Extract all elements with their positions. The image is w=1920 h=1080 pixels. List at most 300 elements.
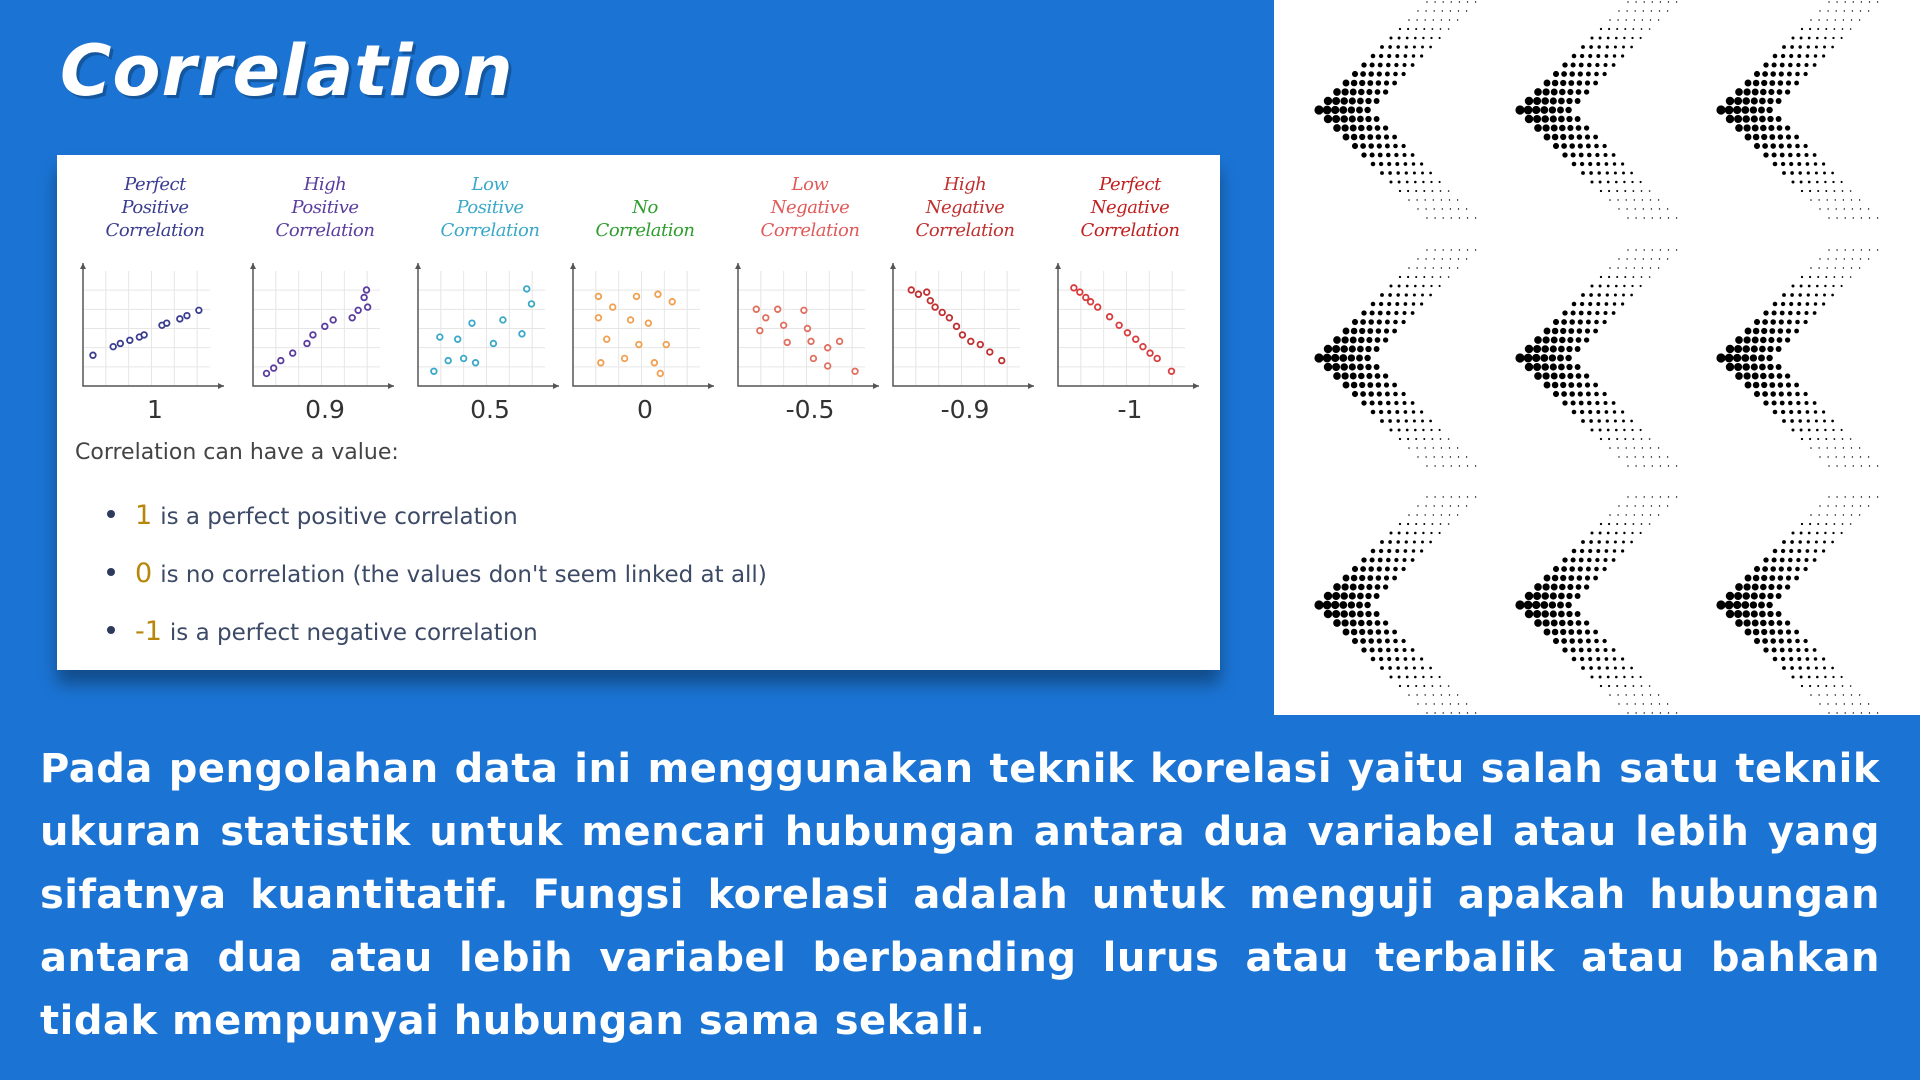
halftone-dot xyxy=(1630,541,1633,544)
halftone-dot xyxy=(1800,676,1803,679)
halftone-dot xyxy=(1423,685,1425,687)
halftone-dot xyxy=(1370,647,1375,652)
halftone-dot xyxy=(1616,523,1618,525)
halftone-dot xyxy=(1402,311,1406,315)
halftone-dot xyxy=(1420,410,1423,413)
halftone-dot xyxy=(1379,549,1383,553)
halftone-dot xyxy=(1365,593,1371,599)
halftone-dot xyxy=(1348,601,1355,608)
halftone-dot xyxy=(1420,54,1423,57)
bullet-number: 1 xyxy=(135,500,153,531)
halftone-dot xyxy=(1402,153,1406,157)
halftone-dot xyxy=(1417,10,1418,11)
halftone-dot xyxy=(1844,10,1845,11)
halftone-dot xyxy=(1716,353,1725,362)
halftone-dot xyxy=(1562,152,1567,157)
halftone-dot xyxy=(1635,712,1636,713)
halftone-dot xyxy=(1615,285,1618,288)
halftone-dot xyxy=(1534,372,1542,380)
halftone-dot xyxy=(1745,382,1752,389)
halftone-dot xyxy=(1630,294,1633,297)
halftone-dot xyxy=(1804,311,1808,315)
halftone-dot xyxy=(1859,514,1860,515)
halftone-dot xyxy=(1356,602,1363,609)
halftone-dot xyxy=(1457,514,1458,515)
scatter-point xyxy=(1140,344,1146,350)
halftone-dot xyxy=(1652,465,1653,466)
halftone-dot xyxy=(1450,208,1451,209)
halftone-dot xyxy=(1406,532,1409,535)
halftone-dot xyxy=(1842,523,1844,525)
halftone-dot xyxy=(1642,447,1643,448)
halftone-dot xyxy=(1416,694,1417,695)
halftone-dot xyxy=(1804,63,1808,67)
halftone-dot xyxy=(1421,294,1424,297)
halftone-dot xyxy=(1815,293,1818,296)
halftone-dot xyxy=(1643,456,1644,457)
halftone-dot xyxy=(1370,557,1375,562)
halftone-dot xyxy=(1584,337,1589,342)
halftone-dot xyxy=(1641,190,1643,192)
halftone-dot xyxy=(1836,1,1837,2)
halftone-dot xyxy=(1368,143,1374,149)
halftone-dot xyxy=(1785,125,1790,130)
halftone-dot xyxy=(1562,647,1567,652)
scatter-point xyxy=(184,313,190,319)
halftone-dot xyxy=(1466,505,1467,506)
halftone-dot xyxy=(1836,505,1837,506)
halftone-dot xyxy=(1524,354,1533,363)
halftone-dot xyxy=(1832,285,1834,287)
halftone-dot xyxy=(1622,667,1625,670)
halftone-dot xyxy=(1605,302,1609,306)
halftone-dot xyxy=(1393,72,1398,77)
halftone-dot xyxy=(1844,703,1845,704)
halftone-dot xyxy=(1632,438,1634,440)
halftone-dot xyxy=(1816,676,1819,679)
halftone-dot xyxy=(1332,97,1340,105)
halftone-dot xyxy=(1441,514,1442,515)
halftone-dot xyxy=(1561,319,1567,325)
halftone-dot xyxy=(1576,89,1582,95)
halftone-dot xyxy=(1813,63,1817,67)
scatter-point xyxy=(1088,299,1094,305)
halftone-dot xyxy=(1457,694,1458,695)
halftone-dot xyxy=(1827,258,1828,259)
halftone-dot xyxy=(1577,629,1583,635)
halftone-dot xyxy=(1457,19,1458,20)
halftone-dot xyxy=(1443,217,1444,218)
halftone-dot xyxy=(1339,601,1347,609)
scatter-point xyxy=(622,356,628,362)
halftone-dot xyxy=(1742,610,1750,618)
halftone-dot xyxy=(1450,258,1451,259)
halftone-dot xyxy=(1405,666,1408,669)
halftone-dot xyxy=(1828,712,1829,713)
halftone-dot xyxy=(1734,610,1742,618)
halftone-dot xyxy=(1408,19,1410,21)
halftone-dot xyxy=(1809,438,1811,440)
halftone-dot xyxy=(1824,37,1826,39)
scatter-point xyxy=(916,291,922,297)
halftone-dot xyxy=(1869,1,1870,2)
halftone-dot xyxy=(1585,575,1590,580)
bullet-dot-icon xyxy=(107,568,115,576)
halftone-dot xyxy=(1408,267,1410,269)
halftone-dot xyxy=(1379,410,1383,414)
halftone-dot xyxy=(1853,249,1854,250)
halftone-dot xyxy=(1406,285,1409,288)
halftone-dot xyxy=(1358,620,1365,627)
halftone-dot xyxy=(1533,363,1541,371)
scatter-point xyxy=(987,349,993,355)
halftone-dot xyxy=(1364,355,1370,361)
halftone-dot xyxy=(1433,199,1434,200)
halftone-dot xyxy=(1396,45,1399,48)
halftone-dot xyxy=(1578,391,1583,396)
halftone-dot xyxy=(1644,1,1645,2)
halftone-dot xyxy=(1813,558,1817,562)
halftone-dot xyxy=(1816,37,1819,40)
halftone-dot xyxy=(1399,190,1401,192)
halftone-dot xyxy=(1614,293,1617,296)
halftone-dot xyxy=(1458,703,1459,704)
correlation-value: -1 xyxy=(1117,395,1143,424)
halftone-dot xyxy=(1626,10,1627,11)
halftone-dot xyxy=(1626,505,1627,506)
halftone-dot xyxy=(1405,45,1408,48)
halftone-dot xyxy=(1404,54,1408,58)
halftone-dot xyxy=(1827,703,1828,704)
halftone-dot xyxy=(1408,694,1410,696)
halftone-dot xyxy=(1635,496,1636,497)
halftone-dot xyxy=(1451,249,1452,250)
scatter-point xyxy=(604,336,610,342)
halftone-dot xyxy=(1374,98,1380,104)
halftone-dot xyxy=(1550,345,1557,352)
halftone-dot xyxy=(1412,162,1415,165)
halftone-dot xyxy=(1624,523,1626,525)
halftone-dot xyxy=(1550,97,1557,104)
halftone-dot xyxy=(1652,217,1653,218)
halftone-dot xyxy=(1676,1,1677,2)
halftone-dot xyxy=(1449,19,1450,20)
halftone-dot xyxy=(1581,293,1585,297)
halftone-dot xyxy=(1614,540,1617,543)
halftone-dot xyxy=(1385,392,1390,397)
scatter-point xyxy=(1077,289,1083,295)
halftone-dot xyxy=(1841,285,1843,287)
scatter-point xyxy=(1107,314,1113,320)
halftone-dot xyxy=(1542,88,1549,95)
halftone-dot xyxy=(1550,363,1557,370)
halftone-dot xyxy=(1852,258,1853,259)
halftone-dot xyxy=(1600,190,1602,192)
halftone-dot xyxy=(1430,181,1432,183)
scatter-point xyxy=(960,332,966,338)
halftone-dot xyxy=(1379,302,1383,306)
halftone-dot xyxy=(1814,549,1817,552)
scatter-point xyxy=(141,332,147,338)
halftone-dot xyxy=(1425,703,1426,704)
scatter-point xyxy=(431,369,437,375)
halftone-dot xyxy=(1806,54,1810,58)
halftone-dot xyxy=(1579,311,1584,316)
halftone-dot xyxy=(1411,153,1415,157)
scatter-point xyxy=(655,291,661,297)
halftone-dot xyxy=(1818,514,1819,515)
halftone-dot xyxy=(1778,575,1784,581)
halftone-dot xyxy=(1824,429,1826,431)
panel-label-line: Positive xyxy=(121,197,189,218)
halftone-dot xyxy=(1559,373,1566,380)
halftone-dot xyxy=(1540,354,1548,362)
halftone-dot xyxy=(1825,190,1827,192)
halftone-dot xyxy=(1417,258,1418,259)
halftone-dot xyxy=(1577,382,1583,388)
halftone-dot xyxy=(1752,620,1759,627)
halftone-dot xyxy=(1779,391,1784,396)
halftone-dot xyxy=(1831,667,1834,670)
halftone-dot xyxy=(1777,89,1783,95)
halftone-dot xyxy=(1361,152,1366,157)
halftone-dot xyxy=(1475,712,1476,713)
halftone-dot xyxy=(1350,620,1357,627)
halftone-dot xyxy=(1562,557,1567,562)
bullet-item xyxy=(107,500,767,558)
halftone-dot xyxy=(1767,346,1773,352)
halftone-dot xyxy=(1807,419,1810,422)
halftone-dot xyxy=(1603,311,1607,315)
halftone-dot xyxy=(1796,648,1800,652)
halftone-dot xyxy=(1652,1,1653,2)
halftone-dot xyxy=(1787,144,1792,149)
halftone-dot xyxy=(1425,267,1426,268)
halftone-dot xyxy=(1572,657,1577,662)
halftone-dot xyxy=(1635,465,1636,466)
halftone-dot xyxy=(1616,276,1618,278)
halftone-dot xyxy=(1398,429,1401,432)
halftone-dot xyxy=(1761,80,1767,86)
halftone-dot xyxy=(1751,345,1758,352)
halftone-dot xyxy=(1801,523,1803,525)
halftone-dot xyxy=(1752,337,1759,344)
halftone-dot xyxy=(1850,523,1852,525)
halftone-dot xyxy=(1869,217,1870,218)
halftone-dot xyxy=(1836,10,1837,11)
halftone-dot xyxy=(1631,37,1633,39)
halftone-dot xyxy=(1843,199,1844,200)
halftone-dot xyxy=(1357,593,1364,600)
halftone-dot xyxy=(1349,592,1356,599)
halftone-dot xyxy=(1641,28,1643,30)
halftone-dot xyxy=(1393,567,1398,572)
halftone-dot xyxy=(1743,88,1750,95)
halftone-dot xyxy=(1586,144,1591,149)
halftone-dot xyxy=(1569,71,1575,77)
halftone-dot xyxy=(1833,523,1835,525)
halftone-dot xyxy=(1525,115,1533,123)
halftone-dot xyxy=(1416,267,1417,268)
halftone-dot xyxy=(1413,171,1416,174)
halftone-dot xyxy=(1395,162,1399,166)
halftone-dot xyxy=(1754,638,1760,644)
halftone-dot xyxy=(1845,249,1846,250)
halftone-dot xyxy=(1385,72,1390,77)
halftone-dot xyxy=(1780,648,1785,653)
halftone-dot xyxy=(1785,337,1790,342)
halftone-dot xyxy=(1640,181,1642,183)
halftone-dot xyxy=(1578,319,1583,324)
halftone-dot xyxy=(1374,593,1380,599)
halftone-dot xyxy=(1725,601,1734,610)
bullet-dot-icon xyxy=(107,626,115,634)
halftone-dot xyxy=(1798,293,1801,296)
halftone-dot xyxy=(1801,190,1803,192)
halftone-dot xyxy=(1550,610,1557,617)
halftone-dot xyxy=(1599,676,1602,679)
halftone-dot xyxy=(1393,320,1398,325)
halftone-dot xyxy=(1595,401,1599,405)
halftone-dot xyxy=(1608,28,1610,30)
halftone-dot xyxy=(1457,267,1458,268)
halftone-dot xyxy=(1597,171,1600,174)
halftone-dot xyxy=(1606,45,1609,48)
halftone-dot xyxy=(1603,648,1607,652)
halftone-dot xyxy=(1842,190,1844,192)
halftone-dot xyxy=(1377,71,1382,76)
halftone-dot xyxy=(1605,54,1609,58)
halftone-dot xyxy=(1743,619,1750,626)
halftone-dot xyxy=(1568,575,1574,581)
halftone-dot xyxy=(1371,410,1376,415)
halftone-dot xyxy=(1594,639,1599,644)
halftone-dot xyxy=(1760,337,1767,344)
panel-label xyxy=(245,173,405,242)
halftone-dot xyxy=(1759,116,1766,123)
halftone-dot xyxy=(1750,601,1757,608)
halftone-dot xyxy=(1411,63,1415,67)
halftone-dot xyxy=(1750,106,1757,113)
halftone-dot xyxy=(1351,328,1358,335)
halftone-dot xyxy=(1597,45,1600,48)
halftone-dot xyxy=(1676,249,1677,250)
halftone-dot xyxy=(1350,89,1357,96)
halftone-dot xyxy=(1341,336,1348,343)
halftone-dot xyxy=(1745,629,1752,636)
halftone-dot xyxy=(1434,465,1435,466)
scatter-point xyxy=(669,299,675,305)
halftone-dot xyxy=(1841,532,1843,534)
halftone-dot xyxy=(1576,584,1582,590)
halftone-dot xyxy=(1525,592,1533,600)
halftone-dot xyxy=(1451,496,1452,497)
halftone-dot xyxy=(1414,285,1417,288)
halftone-dot xyxy=(1558,593,1565,600)
halftone-dot xyxy=(1760,89,1767,96)
halftone-dot xyxy=(1385,639,1390,644)
halftone-dot xyxy=(1810,199,1812,201)
halftone-dot xyxy=(1551,620,1558,627)
halftone-dot xyxy=(1835,199,1836,200)
halftone-dot xyxy=(1580,302,1584,306)
halftone-dot xyxy=(1408,447,1410,449)
halftone-dot xyxy=(1861,465,1862,466)
halftone-dot xyxy=(1341,124,1348,131)
halftone-dot xyxy=(1368,638,1374,644)
halftone-dot xyxy=(1617,447,1618,448)
halftone-chevron-left-icon xyxy=(1716,496,1878,713)
halftone-dot xyxy=(1658,694,1659,695)
halftone-dot xyxy=(1851,514,1852,515)
halftone-dot xyxy=(1385,320,1390,325)
halftone-dot xyxy=(1349,363,1356,370)
halftone-dot xyxy=(1861,1,1862,2)
halftone-dot xyxy=(1594,72,1599,77)
halftone-dot xyxy=(1593,383,1598,388)
halftone-dot xyxy=(1384,382,1389,387)
halftone-dot xyxy=(1361,400,1366,405)
scatter-point xyxy=(118,341,124,347)
halftone-dot xyxy=(1416,447,1417,448)
halftone-dot xyxy=(1597,293,1600,296)
halftone-dot xyxy=(1788,311,1793,316)
bullet-number: -1 xyxy=(135,616,162,647)
halftone-dot xyxy=(1776,611,1782,617)
halftone-dot xyxy=(1742,345,1750,353)
halftone-dot xyxy=(1658,199,1659,200)
scatter-plot xyxy=(730,261,883,396)
halftone-dot xyxy=(1384,80,1389,85)
halftone-dot xyxy=(1762,71,1768,77)
halftone-dot xyxy=(1726,610,1734,618)
halftone-dot xyxy=(1859,267,1860,268)
halftone-dot xyxy=(1735,619,1743,627)
panel-label-line: Correlation xyxy=(440,220,540,241)
halftone-dot xyxy=(1860,505,1861,506)
halftone-dot xyxy=(1340,610,1348,618)
halftone-dot xyxy=(1823,172,1826,175)
halftone-dot xyxy=(1366,373,1372,379)
halftone-dot xyxy=(1844,258,1845,259)
halftone-dot xyxy=(1616,685,1618,687)
halftone-dot xyxy=(1869,249,1870,250)
halftone-dot xyxy=(1412,54,1415,57)
halftone-dot xyxy=(1816,285,1819,288)
halftone-dot xyxy=(1819,505,1820,506)
halftone-dot xyxy=(1630,172,1633,175)
halftone-dot xyxy=(1640,429,1642,431)
halftone-dot xyxy=(1587,648,1592,653)
halftone-dot xyxy=(1815,419,1818,422)
halftone-dot xyxy=(1836,258,1837,259)
halftone-dot xyxy=(1795,567,1800,572)
halftone-dot xyxy=(1378,558,1383,563)
halftone-dot xyxy=(1806,410,1810,414)
halftone-dot xyxy=(1845,1,1846,2)
halftone-dot xyxy=(1808,676,1811,679)
halftone-dot xyxy=(1750,354,1757,361)
halftone-dot xyxy=(1743,583,1750,590)
panel-label-line: Correlation xyxy=(105,220,205,241)
halftone-dot xyxy=(1450,505,1451,506)
halftone-dot xyxy=(1841,429,1843,431)
halftone-dot xyxy=(1643,208,1644,209)
halftone-dot xyxy=(1841,37,1843,39)
halftone-dot xyxy=(1781,302,1785,306)
halftone-dot xyxy=(1787,320,1792,325)
halftone-dot xyxy=(1634,694,1635,695)
